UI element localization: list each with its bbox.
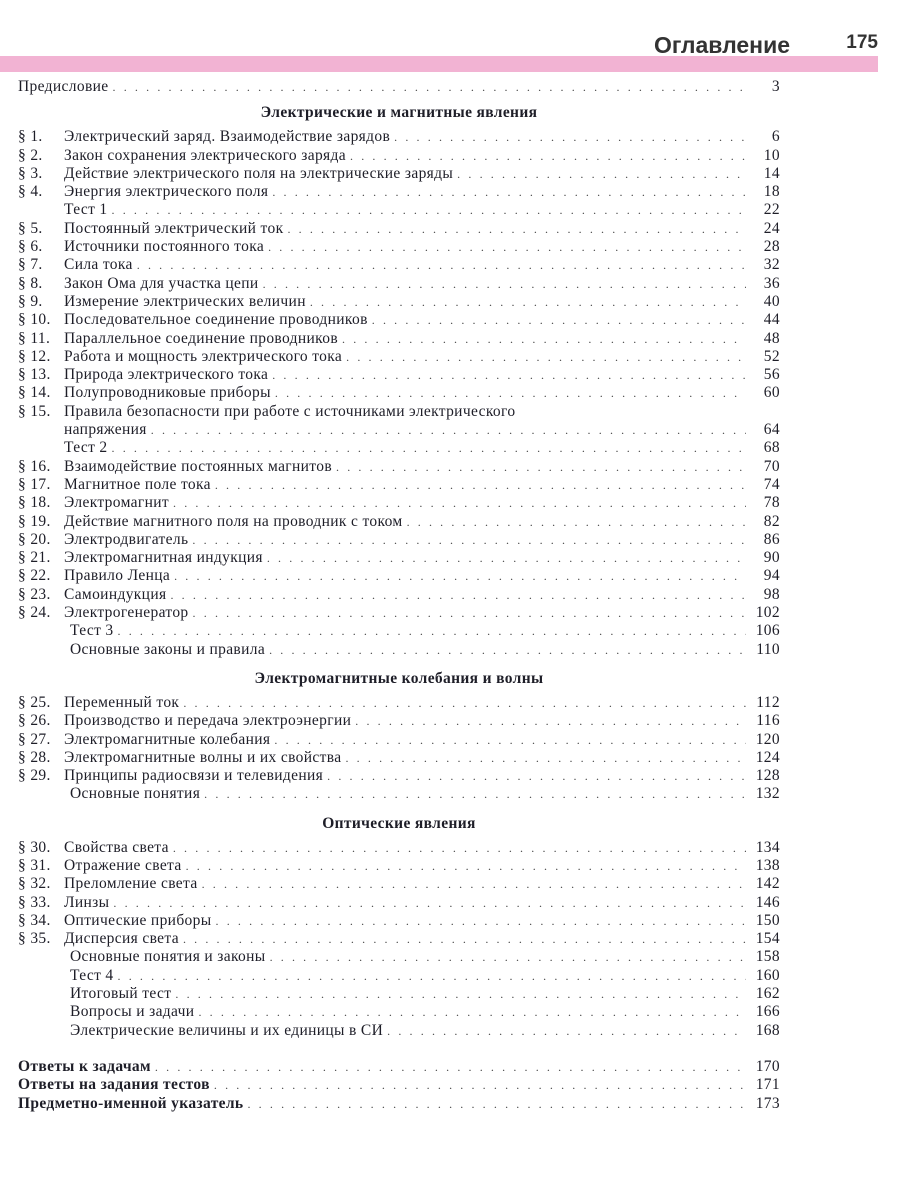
toc-entry-text: Предисловие xyxy=(18,78,109,95)
page-header xyxy=(0,30,900,80)
toc-entry-text: Магнитное поле тока xyxy=(64,475,211,493)
toc-entry[interactable] xyxy=(18,147,780,165)
toc-entry-page: 78 xyxy=(763,494,780,512)
toc-entry-page: 3 xyxy=(771,78,780,95)
toc-entry-text: Линзы xyxy=(64,893,110,911)
toc-entry-number: § 18. xyxy=(18,494,51,512)
toc-entry-text: Постоянный электрический ток xyxy=(64,219,284,237)
toc-entry-page: 70 xyxy=(763,457,780,475)
toc-entry-page: 124 xyxy=(755,748,780,766)
leader-dots xyxy=(174,567,746,585)
toc-entry-number: § 19. xyxy=(18,512,51,530)
leader-dots xyxy=(186,857,746,875)
leader-dots xyxy=(118,967,746,985)
toc-entry-number: § 2. xyxy=(18,146,43,164)
toc-entry[interactable] xyxy=(18,311,780,329)
toc-entry-number: § 29. xyxy=(18,767,51,785)
toc-entry[interactable] xyxy=(18,384,780,402)
toc-entry-page: 102 xyxy=(755,604,780,622)
toc-entry-number: § 1. xyxy=(18,128,43,146)
toc-entry[interactable] xyxy=(18,330,780,348)
toc-entry-page: 18 xyxy=(763,183,780,201)
toc-entry-text: Электродвигатель xyxy=(64,530,189,548)
toc-entry-text: Ответы к задачам xyxy=(18,1057,151,1075)
toc-entry-number: § 4. xyxy=(18,183,43,201)
toc-entry-page: 90 xyxy=(763,549,780,567)
leader-dots xyxy=(336,458,746,476)
toc-entry-page: 56 xyxy=(763,366,780,384)
toc-entry-page: 22 xyxy=(763,201,780,219)
toc-entry-number: § 22. xyxy=(18,567,51,585)
toc-entry-text: Энергия электрического поля xyxy=(64,183,269,201)
toc-entry[interactable] xyxy=(18,912,780,930)
toc-entry-text: Измерение электрических величин xyxy=(64,292,306,310)
toc-entry-number: § 24. xyxy=(18,604,51,622)
spacer xyxy=(18,659,780,665)
toc-entry-number: § 15. xyxy=(18,402,51,420)
toc-entry-page: 132 xyxy=(755,785,780,803)
toc-entry-appendix[interactable] xyxy=(18,1058,780,1076)
toc-entry[interactable] xyxy=(18,641,780,659)
toc-entry-text: Тест 1 xyxy=(64,201,108,219)
toc-entry-text: Итоговый тест xyxy=(70,985,172,1003)
toc-entry-text: Параллельное соединение проводников xyxy=(64,329,339,347)
toc-entry-text: Природа электрического тока xyxy=(64,366,269,384)
leader-dots xyxy=(272,183,746,201)
spacer xyxy=(18,1046,780,1058)
toc-entry[interactable] xyxy=(18,494,780,512)
toc-entry-page: 150 xyxy=(755,911,780,929)
toc-entry-page: 48 xyxy=(763,329,780,347)
toc-entry[interactable] xyxy=(18,694,780,712)
leader-dots xyxy=(175,985,746,1003)
toc-entry-number: § 3. xyxy=(18,164,43,182)
toc-entry-text: Действие электрического поля на электрические заряды xyxy=(64,164,454,182)
toc-entry-page: 146 xyxy=(755,893,780,911)
leader-dots xyxy=(118,622,746,640)
toc-entry-page: 74 xyxy=(763,475,780,493)
leader-dots xyxy=(137,256,746,274)
section-heading: Электрические и магнитные явления xyxy=(260,104,538,122)
toc-entry-text: Тест 3 xyxy=(70,622,114,640)
toc-entry[interactable] xyxy=(18,604,780,622)
toc-entry[interactable] xyxy=(18,458,780,476)
toc-entry[interactable] xyxy=(18,712,780,730)
toc-entry-text: Предметно-именной указатель xyxy=(18,1094,244,1112)
toc-entry-page: 86 xyxy=(763,530,780,548)
toc-entry-text: напряжения xyxy=(64,421,147,439)
leader-dots xyxy=(342,330,746,348)
leader-dots xyxy=(192,531,746,549)
toc-entry-number: § 8. xyxy=(18,274,43,292)
toc-entry-page: 154 xyxy=(755,930,780,948)
toc-entry[interactable] xyxy=(18,421,780,439)
toc-entry-number: § 6. xyxy=(18,238,43,256)
toc-entry[interactable] xyxy=(18,1022,780,1040)
toc-entry-text: Работа и мощность электрического тока xyxy=(64,347,343,365)
leader-dots xyxy=(202,875,746,893)
leader-dots xyxy=(113,894,746,912)
toc-entry[interactable] xyxy=(18,531,780,549)
toc-entry-page: 64 xyxy=(763,421,780,439)
leader-dots xyxy=(173,494,746,512)
leader-dots xyxy=(112,201,746,219)
toc-entry-number: § 35. xyxy=(18,930,51,948)
section-heading: Оптические явления xyxy=(322,814,476,832)
toc-entry-page: 170 xyxy=(755,1057,780,1075)
toc-entry-text: Электрические величины и их единицы в СИ xyxy=(70,1021,384,1039)
toc-entry-page: 82 xyxy=(763,512,780,530)
toc-entry-number: § 11. xyxy=(18,329,51,347)
toc-entry-page: 158 xyxy=(755,948,780,966)
toc-entry[interactable] xyxy=(18,785,780,803)
toc-entry[interactable] xyxy=(18,165,780,183)
toc-entry-page: 52 xyxy=(763,347,780,365)
toc-entry-page: 171 xyxy=(755,1076,780,1094)
toc-entry-number: § 23. xyxy=(18,585,51,603)
toc-entry-text: Сила тока xyxy=(64,256,133,274)
leader-dots xyxy=(310,293,746,311)
toc-entry-number: § 20. xyxy=(18,530,51,548)
toc-entry-appendix[interactable] xyxy=(18,1095,780,1113)
toc-entry-text: Ответы на задания тестов xyxy=(18,1076,210,1094)
toc-entry-text: Свойства света xyxy=(64,838,169,856)
table-of-contents xyxy=(18,78,780,1113)
leader-dots xyxy=(345,749,746,767)
toc-entry[interactable] xyxy=(18,839,780,857)
toc-entry[interactable] xyxy=(18,275,780,293)
toc-entry-page: 60 xyxy=(763,384,780,402)
toc-entry-text: Правила безопасности при работе с источниками электрического xyxy=(64,402,516,420)
toc-entry-text: Правило Ленца xyxy=(64,567,171,585)
leader-dots xyxy=(198,1003,746,1021)
toc-entry-number: § 9. xyxy=(18,292,43,310)
toc-entry[interactable] xyxy=(18,513,780,531)
leader-dots xyxy=(214,1076,746,1094)
toc-entry-number: § 34. xyxy=(18,911,51,929)
toc-entry-page: 166 xyxy=(755,1003,780,1021)
toc-entry-page: 168 xyxy=(755,1021,780,1039)
leader-dots xyxy=(407,513,746,531)
toc-entry-text: Производство и передача электроэнергии xyxy=(64,712,352,730)
leader-dots xyxy=(151,421,746,439)
leader-dots xyxy=(269,641,746,659)
toc-entry[interactable] xyxy=(18,894,780,912)
toc-entry-number: § 28. xyxy=(18,748,51,766)
leader-dots xyxy=(346,348,746,366)
toc-entry-page: 112 xyxy=(756,693,780,711)
toc-entry[interactable] xyxy=(18,256,780,274)
leader-dots xyxy=(112,439,746,457)
toc-entry-appendix[interactable] xyxy=(18,1076,780,1094)
leader-dots xyxy=(268,238,746,256)
leader-dots xyxy=(287,220,746,238)
toc-entry-text: Взаимодействие постоянных магнитов xyxy=(64,457,332,475)
toc-entry-page: 120 xyxy=(755,730,780,748)
toc-entry-number: § 12. xyxy=(18,347,51,365)
toc-entry[interactable] xyxy=(18,366,780,384)
toc-entry-page: 128 xyxy=(755,767,780,785)
leader-dots xyxy=(387,1022,746,1040)
leader-dots xyxy=(155,1058,746,1076)
leader-dots xyxy=(267,549,746,567)
toc-entry-number: § 31. xyxy=(18,856,51,874)
leader-dots xyxy=(274,731,746,749)
toc-entry[interactable] xyxy=(18,220,780,238)
toc-entry-text: Действие магнитного поля на проводник с током xyxy=(64,512,403,530)
toc-entry-page: 110 xyxy=(756,640,780,658)
toc-entry-number: § 27. xyxy=(18,730,51,748)
toc-entry[interactable] xyxy=(18,967,780,985)
page-number: 175 xyxy=(846,32,878,53)
leader-dots xyxy=(173,839,746,857)
toc-entry-number: § 21. xyxy=(18,549,51,567)
toc-entry-page: 68 xyxy=(763,439,780,457)
toc-entry-number: § 16. xyxy=(18,457,51,475)
toc-entry-number: § 32. xyxy=(18,875,51,893)
toc-entry-text: Основные понятия и законы xyxy=(70,948,266,966)
toc-entry[interactable] xyxy=(18,985,780,1003)
toc-entry-number: § 25. xyxy=(18,693,51,711)
toc-entry[interactable] xyxy=(18,767,780,785)
leader-dots xyxy=(263,275,746,293)
toc-entry-text: Электрический заряд. Взаимодействие зарядов xyxy=(64,128,391,146)
toc-entry-page: 173 xyxy=(755,1094,780,1112)
toc-entry[interactable] xyxy=(18,586,780,604)
toc-entry-text: Электрогенератор xyxy=(64,604,189,622)
leader-dots xyxy=(183,930,746,948)
page-title: Оглавление xyxy=(653,32,790,58)
toc-entry[interactable] xyxy=(18,549,780,567)
toc-entry[interactable] xyxy=(18,183,780,201)
toc-entry[interactable] xyxy=(18,439,780,457)
leader-dots xyxy=(394,128,746,146)
toc-entry-page: 142 xyxy=(755,875,780,893)
toc-entry-page: 36 xyxy=(763,274,780,292)
toc-entry-text: Основные законы и правила xyxy=(70,640,266,658)
toc-entry-text: Электромагнитные колебания xyxy=(64,730,271,748)
toc-entry[interactable] xyxy=(18,1003,780,1021)
toc-entry[interactable] xyxy=(18,201,780,219)
toc-entry-text: Закон Ома для участка цепи xyxy=(64,274,259,292)
toc-entry[interactable] xyxy=(18,948,780,966)
toc-entry[interactable] xyxy=(18,293,780,311)
section-heading: Электромагнитные колебания и волны xyxy=(254,669,544,687)
toc-entry-text: Преломление света xyxy=(64,875,198,893)
toc-entry-page: 116 xyxy=(756,712,780,730)
toc-entry-page: 6 xyxy=(771,128,780,146)
toc-entry-page: 162 xyxy=(755,985,780,1003)
toc-entry-number: § 26. xyxy=(18,712,51,730)
toc-sections xyxy=(18,102,780,1046)
toc-entry-page: 14 xyxy=(763,164,780,182)
leader-dots xyxy=(215,476,746,494)
toc-entry[interactable] xyxy=(18,348,780,366)
toc-entry-number: § 30. xyxy=(18,838,51,856)
leader-dots xyxy=(170,586,746,604)
toc-entry-text: Электромагнитная индукция xyxy=(64,549,263,567)
leader-dots xyxy=(272,366,746,384)
toc-entry[interactable] xyxy=(18,567,780,585)
leader-dots xyxy=(275,384,746,402)
toc-entry[interactable] xyxy=(18,622,780,640)
toc-entry-page: 94 xyxy=(763,567,780,585)
toc-entry-page: 160 xyxy=(755,966,780,984)
leader-dots xyxy=(193,604,746,622)
toc-entry-text: Принципы радиосвязи и телевидения xyxy=(64,767,324,785)
toc-entry[interactable] xyxy=(18,857,780,875)
toc-entry-page: 28 xyxy=(763,238,780,256)
leader-dots xyxy=(270,948,746,966)
leader-dots xyxy=(355,712,746,730)
toc-entry-page: 44 xyxy=(763,311,780,329)
toc-entry-page: 40 xyxy=(763,292,780,310)
toc-appendix xyxy=(18,1058,780,1113)
toc-entry-page: 138 xyxy=(755,856,780,874)
toc-entry[interactable] xyxy=(18,749,780,767)
toc-entry-text: Электромагнитные волны и их свойства xyxy=(64,748,342,766)
spacer xyxy=(18,804,780,810)
toc-entry-preface[interactable] xyxy=(18,78,780,96)
toc-entry-text: Закон сохранения электрического заряда xyxy=(64,146,346,164)
leader-dots xyxy=(372,311,746,329)
toc-entry-page: 32 xyxy=(763,256,780,274)
toc-entry-text: Отражение света xyxy=(64,856,182,874)
toc-entry-number: § 33. xyxy=(18,893,51,911)
toc-entry-page: 10 xyxy=(763,146,780,164)
toc-entry[interactable] xyxy=(18,403,780,421)
leader-dots xyxy=(216,912,746,930)
leader-dots xyxy=(350,147,746,165)
toc-entry-number: § 10. xyxy=(18,311,51,329)
toc-entry-page: 98 xyxy=(763,585,780,603)
toc-entry-page: 24 xyxy=(763,219,780,237)
leader-dots xyxy=(204,785,746,803)
toc-entry-text: Источники постоянного тока xyxy=(64,238,265,256)
toc-entry-text: Тест 2 xyxy=(64,439,108,457)
toc-entry-text: Тест 4 xyxy=(70,966,114,984)
toc-entry-text: Электромагнит xyxy=(64,494,169,512)
toc-entry[interactable] xyxy=(18,930,780,948)
leader-dots xyxy=(457,165,746,183)
toc-entry-text: Оптические приборы xyxy=(64,911,212,929)
leader-dots xyxy=(183,694,746,712)
toc-entry-text: Последовательное соединение проводников xyxy=(64,311,368,329)
toc-entry-number: § 5. xyxy=(18,219,43,237)
leader-dots xyxy=(113,78,746,96)
toc-entry[interactable] xyxy=(18,875,780,893)
toc-entry-number: § 14. xyxy=(18,384,51,402)
toc-entry-text: Основные понятия xyxy=(70,785,201,803)
toc-entry[interactable] xyxy=(18,128,780,146)
toc-entry[interactable] xyxy=(18,238,780,256)
toc-entry-number: § 17. xyxy=(18,475,51,493)
toc-entry-text: Вопросы и задачи xyxy=(70,1003,195,1021)
toc-entry-text: Дисперсия света xyxy=(64,930,179,948)
toc-entry-text: Самоиндукция xyxy=(64,585,167,603)
toc-entry-text: Полупроводниковые приборы xyxy=(64,384,271,402)
toc-entry-number: § 13. xyxy=(18,366,51,384)
toc-entry-page: 134 xyxy=(755,838,780,856)
leader-dots xyxy=(247,1095,746,1113)
toc-entry[interactable] xyxy=(18,731,780,749)
leader-dots xyxy=(327,767,746,785)
toc-entry-number: § 7. xyxy=(18,256,43,274)
toc-entry-page: 106 xyxy=(755,622,780,640)
toc-entry[interactable] xyxy=(18,476,780,494)
toc-entry-text: Переменный ток xyxy=(64,693,180,711)
